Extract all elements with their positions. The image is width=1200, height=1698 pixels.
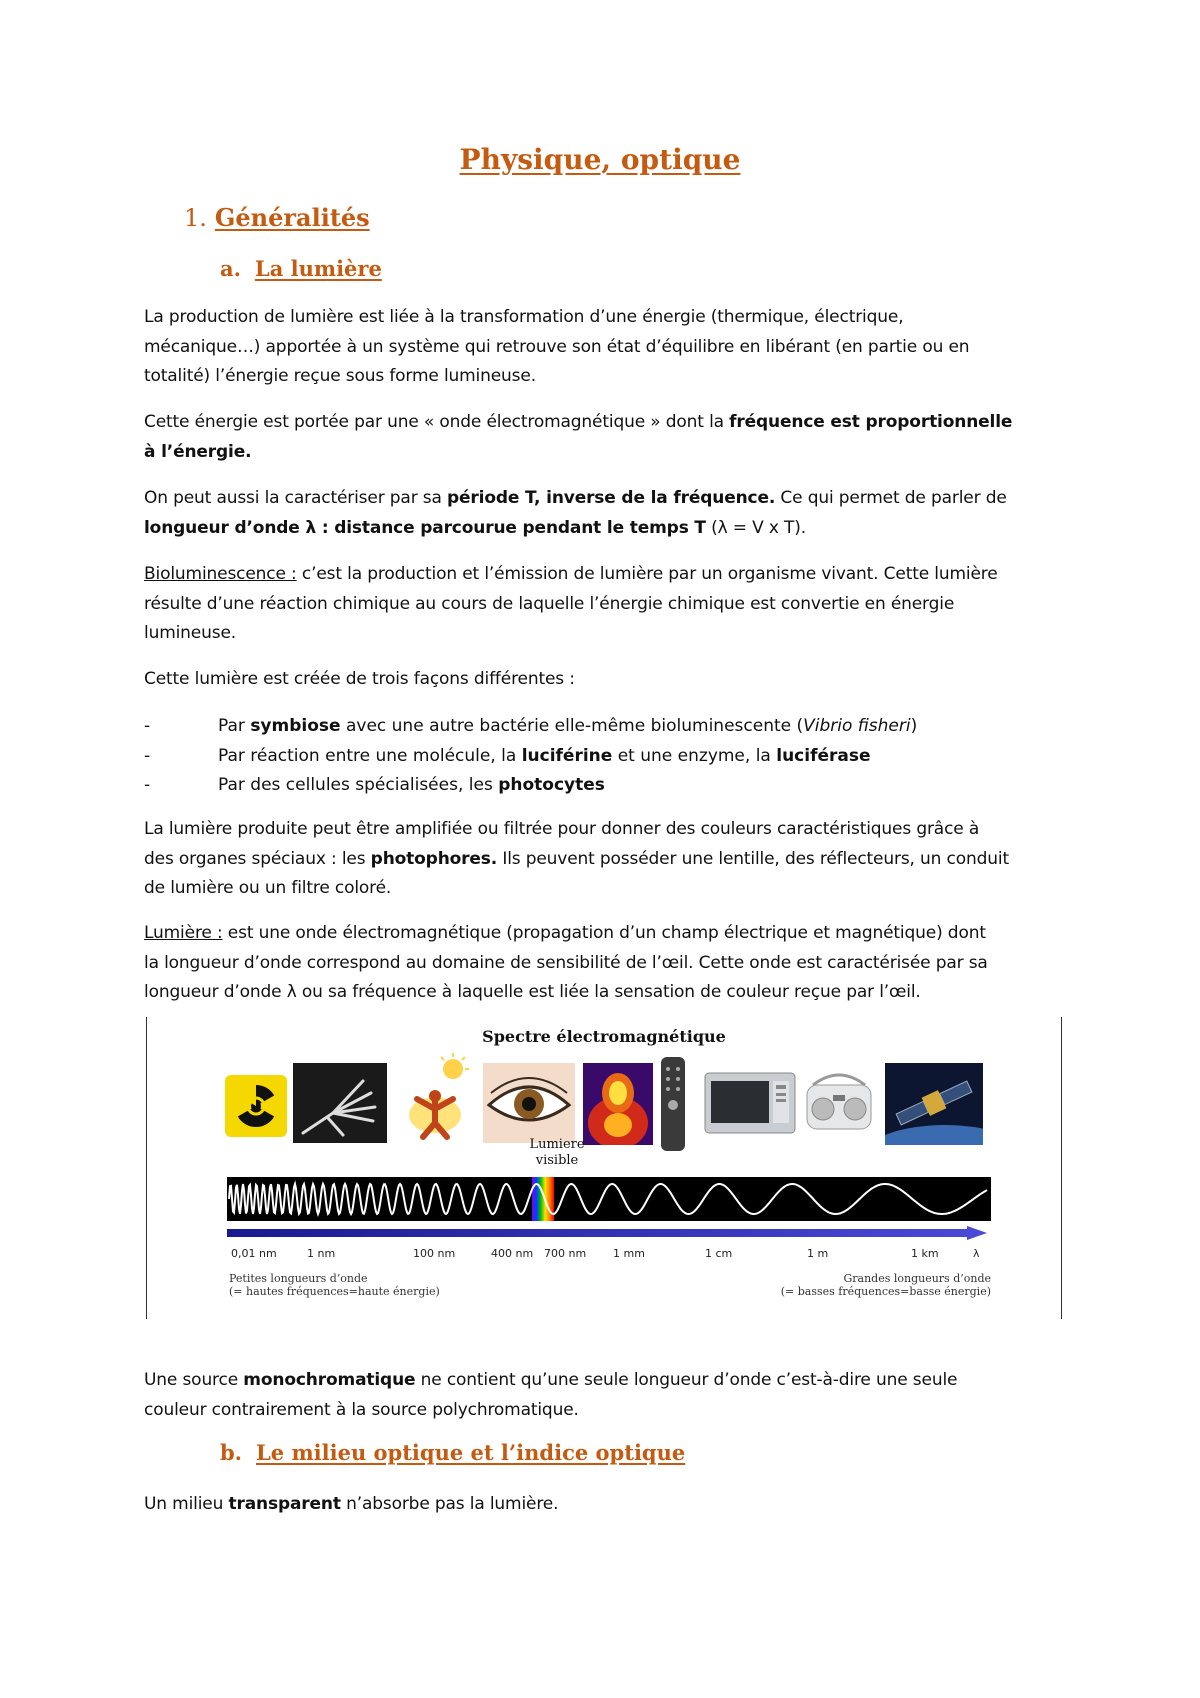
- text-line: longueur d’onde λ ou sa fréquence à laquelle est liée la sensation de couleur reçue par l’œil.: [144, 982, 921, 1002]
- note-line: Grandes longueurs d’onde: [843, 1272, 991, 1285]
- tick-label: λ: [973, 1247, 980, 1260]
- term-label: Bioluminescence :: [144, 564, 297, 584]
- text-run: n’absorbe pas la lumière.: [340, 1494, 559, 1514]
- bold-text: luciférase: [776, 745, 871, 766]
- paragraph-monochromatique: [144, 1366, 1064, 1425]
- paragraph-photophores: [144, 815, 1064, 904]
- text-run: (λ = V x T).: [705, 517, 807, 538]
- spectrum-figure: [146, 1017, 1062, 1319]
- text-run: ): [910, 716, 918, 736]
- paragraph-bioluminescence: [144, 560, 1064, 649]
- note-line: (= basses fréquences=basse énergie): [780, 1285, 991, 1298]
- bold-text: fréquence est proportionnelle: [729, 412, 1013, 432]
- bold-text: transparent: [228, 1494, 341, 1514]
- tick-label: 700 nm: [544, 1247, 587, 1260]
- subsection-number: b.: [220, 1440, 242, 1465]
- list-item: [144, 742, 917, 772]
- text-run: des organes spéciaux : les: [144, 848, 371, 869]
- tick-label: 1 m: [807, 1247, 829, 1260]
- section-heading-generalites: [184, 203, 370, 232]
- wave-band: [227, 1177, 991, 1249]
- bold-text: période T, inverse de la fréquence.: [447, 488, 776, 508]
- italic-text: Vibrio fisheri: [803, 716, 911, 736]
- subsection-heading-lumiere: [220, 256, 382, 281]
- bold-text: photophores.: [370, 848, 498, 869]
- text-run: Ce qui permet de parler de: [775, 488, 1007, 508]
- radio-icon: [803, 1063, 875, 1133]
- text-line: La lumière produite peut être amplifiée ou filtrée pour donner des couleurs caractéristiques grâce à: [144, 819, 980, 839]
- radiation-icon: [225, 1075, 287, 1137]
- visible-label-line: Lumiere: [529, 1137, 585, 1152]
- bold-text: photocytes: [498, 775, 605, 795]
- section-label: Généralités: [214, 203, 370, 232]
- paragraph-transparent: [144, 1490, 1064, 1520]
- subsection-label: Le milieu optique et l’indice optique: [256, 1440, 686, 1465]
- bullet-dash: -: [144, 716, 151, 736]
- eye-icon: [483, 1063, 575, 1143]
- paragraph-trois-facons: [144, 665, 1064, 695]
- note-line: (= hautes fréquences=haute énergie): [229, 1285, 440, 1298]
- text-run: Un milieu: [144, 1494, 229, 1514]
- text-line: lumineuse.: [144, 623, 237, 643]
- remote-control-icon: [659, 1055, 687, 1153]
- long-wavelength-note: [781, 1272, 991, 1298]
- page-title: Physique, optique: [459, 143, 741, 176]
- list-item: [144, 712, 917, 742]
- note-line: Petites longueurs d’onde: [229, 1272, 368, 1285]
- figure-title: Spectre électromagnétique: [482, 1027, 726, 1046]
- text-line: la longueur d’onde correspond au domaine de sensibilité de l’œil. Cette onde est caractérisée par sa: [144, 952, 988, 973]
- xray-hand-icon: [293, 1063, 387, 1143]
- text-line: mécanique…) apportée à un système qui retrouve son état d’équilibre en libérant (en partie ou en: [144, 336, 970, 357]
- subsection-number: a.: [220, 256, 241, 281]
- text-run: avec une autre bactérie elle-même bioluminescente (: [340, 716, 804, 736]
- term-label: Lumière :: [144, 923, 223, 943]
- bullet-dash: -: [144, 745, 151, 766]
- thermal-image-icon: [583, 1063, 653, 1145]
- text-line: résulte d’une réaction chimique au cours de laquelle l’énergie chimique est convertie en énergie: [144, 593, 955, 614]
- bold-text: luciférine: [521, 745, 613, 766]
- paragraph-periode: [144, 484, 1064, 543]
- visible-light-label: [507, 1137, 607, 1169]
- wavelength-axis-arrow: [227, 1226, 987, 1240]
- list-item: [144, 771, 917, 801]
- tick-label: 400 nm: [491, 1247, 534, 1260]
- text-run: et une enzyme, la: [612, 745, 777, 766]
- paragraph-energie: [144, 408, 1064, 467]
- sunburn-icon: [395, 1053, 475, 1143]
- bold-text: symbiose: [250, 716, 341, 736]
- bold-text: à l’énergie.: [144, 441, 252, 462]
- text-run: Par: [218, 716, 251, 736]
- tick-label: 1 mm: [613, 1247, 645, 1260]
- tick-label: 0,01 nm: [231, 1247, 277, 1260]
- text-run: Par réaction entre une molécule, la: [218, 745, 522, 766]
- tick-label: 1 km: [911, 1247, 939, 1260]
- text-run: Ils peuvent posséder une lentille, des réflecteurs, un conduit: [497, 848, 1009, 869]
- text-run: Par des cellules spécialisées, les: [218, 775, 499, 795]
- text-run: Une source: [144, 1370, 244, 1390]
- short-wavelength-note: [229, 1272, 440, 1298]
- text-run: On peut aussi la caractériser par sa: [144, 488, 448, 508]
- tick-label: 100 nm: [413, 1247, 456, 1260]
- section-number: 1.: [184, 204, 207, 232]
- visible-label-line: visible: [535, 1153, 579, 1168]
- microwave-icon: [703, 1071, 797, 1135]
- tick-label: 1 nm: [307, 1247, 336, 1260]
- text-line: La production de lumière est liée à la transformation d’une énergie (thermique, électrique,: [144, 307, 904, 327]
- text-line: couleur contrairement à la source polychromatique.: [144, 1399, 579, 1420]
- text-line: Cette lumière est créée de trois façons différentes :: [144, 669, 575, 689]
- paragraph-production: [144, 303, 1064, 392]
- text-line: totalité) l’énergie reçue sous forme lumineuse.: [144, 366, 536, 386]
- bullet-dash: -: [144, 775, 151, 795]
- bullet-list: [144, 712, 917, 801]
- bold-text: monochromatique: [243, 1370, 416, 1390]
- subsection-heading-milieu-optique: [220, 1440, 685, 1465]
- satellite-icon: [885, 1063, 983, 1145]
- text-run: est une onde électromagnétique (propagation d’un champ électrique et magnétique) dont: [222, 923, 986, 943]
- bold-text: longueur d’onde λ : distance parcourue pendant le temps T: [144, 517, 706, 538]
- tick-label: 1 cm: [705, 1247, 733, 1260]
- paragraph-lumiere-definition: [144, 919, 1064, 1008]
- text-run: ne contient qu’une seule longueur d’onde c’est-à-dire une seule: [415, 1370, 958, 1390]
- text-line: de lumière ou un filtre coloré.: [144, 878, 392, 898]
- text-run: Cette énergie est portée par une « onde électromagnétique » dont la: [144, 412, 730, 432]
- subsection-label: La lumière: [254, 256, 382, 281]
- text-run: c’est la production et l’émission de lumière par un organisme vivant. Cette lumière: [296, 564, 998, 584]
